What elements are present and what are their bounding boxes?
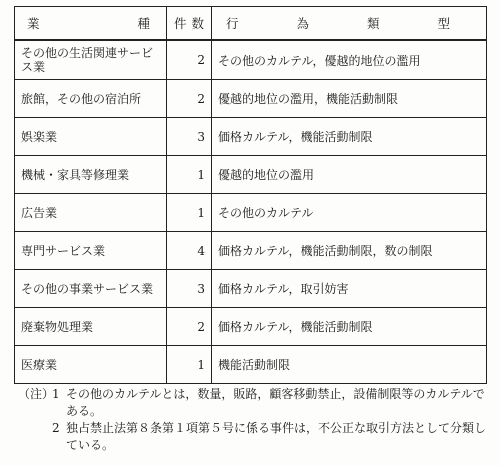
footnote-item [18,420,488,454]
footnote-label: （注） [18,387,55,401]
cell-conduct: 価格カルテル，取引妨害 [212,270,487,308]
cell-count: 1 [167,346,212,384]
table-row [15,194,487,232]
header-industry-char: 種 [137,16,150,31]
table-row [15,232,487,270]
table-row [15,118,487,156]
cell-conduct: 価格カルテル，機能活動制限，数の制限 [212,232,487,270]
cell-conduct: 優越的地位の濫用，機能活動制限 [212,80,487,118]
footnote-item [18,386,488,420]
table-row [15,308,487,346]
header-count-char: 件 [174,16,187,31]
header-conduct-char: 為 [296,16,309,31]
cell-industry: 広告業 [15,194,167,232]
cell-count: 2 [167,40,212,80]
table-header-row [15,7,487,41]
footnote-text: その他のカルテルとは，数量，販路，顧客移動禁止，設備制限等のカルテルである。 [66,387,485,418]
footnote-indent [18,420,52,454]
table-row [15,80,487,118]
header-industry [15,7,167,41]
table-row [15,346,487,384]
cell-conduct: 価格カルテル，機能活動制限 [212,308,487,346]
cell-industry: その他の生活関連サービス業 [15,40,167,80]
cell-count: 1 [167,156,212,194]
footnote-number: 1 [52,387,60,401]
cell-count: 4 [167,232,212,270]
table-row [15,40,487,80]
cell-industry: 旅館，その他の宿泊所 [15,80,167,118]
cell-industry: 専門サービス業 [15,232,167,270]
table-row [15,156,487,194]
cell-industry: 医療業 [15,346,167,384]
cell-conduct: その他のカルテル [212,194,487,232]
header-conduct [212,7,487,41]
cell-industry: 娯楽業 [15,118,167,156]
cell-industry: 廃棄物処理業 [15,308,167,346]
industry-conduct-table [14,6,487,384]
cell-count: 1 [167,194,212,232]
cell-count: 3 [167,118,212,156]
table-row [15,270,487,308]
header-count [167,7,212,41]
footnotes [18,386,488,454]
header-conduct-char: 類 [366,16,380,31]
cell-conduct: 機能活動制限 [212,346,487,384]
cell-industry: その他の事業サービス業 [15,270,167,308]
header-conduct-char: 行 [226,16,239,31]
cell-conduct: 優越的地位の濫用 [212,156,487,194]
footnote-number: 2 [52,421,60,435]
header-count-char: 数 [191,16,204,31]
cell-conduct: その他のカルテル，優越的地位の濫用 [212,40,487,80]
cell-count: 2 [167,308,212,346]
cell-conduct: 価格カルテル，機能活動制限 [212,118,487,156]
footnote-text: 独占禁止法第８条第１項第５号に係る事件は，不公正な取引方法として分類している。 [66,421,487,452]
cell-count: 3 [167,270,212,308]
header-conduct-char: 型 [437,16,450,31]
cell-count: 2 [167,80,212,118]
cell-industry: 機械・家具等修理業 [15,156,167,194]
header-industry-char: 業 [27,16,40,31]
